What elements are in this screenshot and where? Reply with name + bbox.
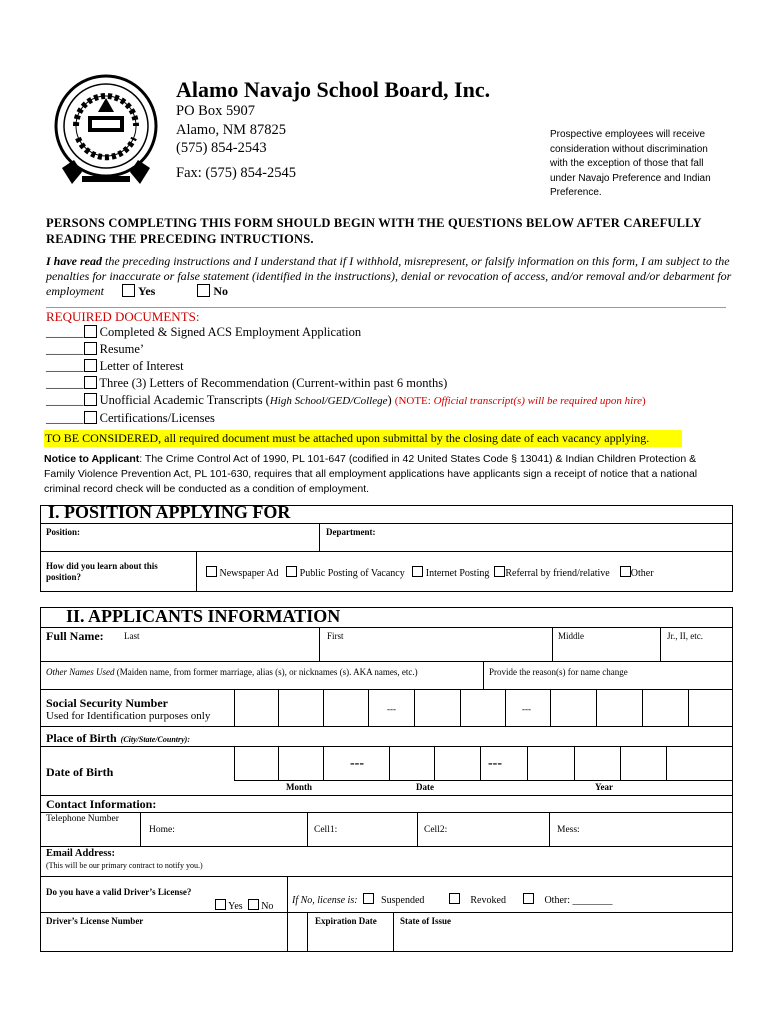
required-doc-item: ______ Three (3) Letters of Recommendation (Current-within past 6 months) bbox=[46, 376, 448, 390]
state-of-issue-input[interactable] bbox=[396, 928, 730, 950]
doc-checkbox[interactable] bbox=[84, 359, 97, 372]
org-name: Alamo Navajo School Board, Inc. bbox=[176, 77, 491, 102]
section-1-title: I. POSITION APPLYING FOR bbox=[48, 502, 291, 522]
section-2-title: II. APPLICANTS INFORMATION bbox=[66, 606, 341, 626]
required-doc-item: ______ Certifications/Licenses bbox=[46, 411, 215, 425]
email-sublabel: (This will be our primary contract to notify you.) bbox=[46, 861, 203, 870]
state-of-issue-label: State of Issue bbox=[400, 916, 451, 926]
license-yes-checkbox[interactable] bbox=[215, 899, 226, 910]
license-number-label: Driver’s License Number bbox=[46, 916, 144, 926]
acknowledge-yes-checkbox[interactable] bbox=[122, 284, 135, 297]
name-change-reason-label: Provide the reason(s) for name change bbox=[489, 667, 628, 677]
license-question: Do you have a valid Driver’s License? bbox=[46, 887, 192, 897]
middle-name-label: Middle bbox=[558, 631, 584, 641]
expiration-date-label: Expiration Date bbox=[315, 916, 377, 926]
dob-month-label: Month bbox=[286, 782, 313, 792]
doc-checkbox[interactable] bbox=[84, 411, 97, 424]
required-doc-item: ______ Completed & Signed ACS Employment Application bbox=[46, 325, 362, 339]
doc-checkbox[interactable] bbox=[84, 393, 97, 406]
message-phone-label: Mess: bbox=[557, 825, 580, 835]
ssn-input[interactable] bbox=[236, 691, 730, 724]
dob-input[interactable] bbox=[236, 748, 730, 778]
contact-info-label: Contact Information: bbox=[46, 797, 157, 811]
last-name-label: Last bbox=[124, 631, 140, 641]
acknowledgement-statement bbox=[46, 254, 736, 299]
notice-text: : The Crime Control Act of 1990, PL 101-647 (codified in 42 United States Code § 13041) & Indian Children Protection & Family Violence Prevention Act, PL 101-630, requires that all employment applications have applicants sign a receipt of notice that a national criminal record check will be conducted as a condition of employment. bbox=[44, 453, 698, 495]
home-phone-label: Home: bbox=[149, 825, 175, 835]
doc-checkbox[interactable] bbox=[84, 325, 97, 338]
middle-name-input[interactable] bbox=[556, 643, 656, 659]
dob-dash: --- bbox=[350, 756, 364, 771]
revoked-checkbox[interactable] bbox=[449, 893, 460, 904]
cell1-input[interactable] bbox=[342, 820, 414, 840]
acknowledge-no-label: No bbox=[213, 284, 228, 298]
acknowledge-yes-label: Yes bbox=[137, 284, 156, 298]
internet-posting-checkbox[interactable] bbox=[412, 566, 423, 577]
other-status-checkbox[interactable] bbox=[523, 893, 534, 904]
city-state-zip: Alamo, NM 87825 bbox=[176, 122, 286, 138]
fax-number: Fax: (575) 854-2545 bbox=[176, 165, 297, 181]
preference-notice: Prospective employees will receive consideration without discrimination with the exception of those that fall under Navajo Preference and Indian Preference. bbox=[550, 129, 711, 198]
dob-date-label: Date bbox=[416, 782, 434, 792]
cell1-label: Cell1: bbox=[314, 825, 338, 835]
notice-label: Notice to Applicant bbox=[44, 453, 140, 465]
divider bbox=[46, 307, 726, 308]
position-input[interactable] bbox=[46, 538, 316, 550]
notice-to-applicant bbox=[44, 452, 714, 497]
place-of-birth-label: Place of Birth (City/State/Country): bbox=[46, 731, 190, 745]
required-docs-title: REQUIRED DOCUMENTS: bbox=[46, 309, 200, 324]
other-source-checkbox[interactable] bbox=[620, 566, 631, 577]
referral-checkbox[interactable] bbox=[494, 566, 505, 577]
required-docs-list bbox=[46, 324, 646, 427]
instructions-heading: PERSONS COMPLETING THIS FORM SHOULD BEGIN WITH THE QUESTIONS BELOW AFTER CAREFULLY READING THE PRECEDING INTRUCTIONS. bbox=[46, 216, 702, 246]
doc-checkbox[interactable] bbox=[84, 342, 97, 355]
other-names-label: Other Names Used (Maiden name, from former marriage, alias (s), or nicknames (s). AKA names, etc.) bbox=[46, 667, 418, 677]
required-doc-item: ______ Unofficial Academic Transcripts (High School/GED/College) (NOTE: Official transcript(s) will be required upon hire) bbox=[46, 393, 646, 407]
dob-year-label: Year bbox=[595, 782, 613, 792]
department-label: Department: bbox=[326, 527, 376, 537]
public-posting-checkbox[interactable] bbox=[286, 566, 297, 577]
message-phone-input[interactable] bbox=[586, 820, 730, 840]
doc-checkbox[interactable] bbox=[84, 376, 97, 389]
ssn-dash: --- bbox=[387, 704, 396, 714]
acknowledge-no-checkbox[interactable] bbox=[197, 284, 210, 297]
license-yes-no: Yes No bbox=[215, 899, 273, 912]
position-label: Position: bbox=[46, 527, 81, 537]
ssn-sublabel: Used for Identification purposes only bbox=[46, 710, 211, 722]
full-name-label: Full Name: bbox=[46, 629, 104, 643]
first-name-label: First bbox=[327, 631, 344, 641]
email-label: Email Address: bbox=[46, 848, 115, 859]
phone-number: (575) 854-2543 bbox=[176, 140, 267, 156]
last-name-input[interactable] bbox=[120, 643, 316, 659]
license-status: If No, license is: Suspended Revoked Other: ________ bbox=[292, 895, 613, 906]
ssn-label: Social Security Number bbox=[46, 696, 168, 710]
submittal-banner: TO BE CONSIDERED, all required document must be attached upon submittal by the closing date of each vacancy applying. bbox=[44, 430, 682, 447]
po-box: PO Box 5907 bbox=[176, 103, 255, 119]
source-options: Newspaper Ad Public Posting of Vacancy Internet Posting Referral by friend/relative Other bbox=[206, 566, 654, 579]
dob-label: Date of Birth bbox=[46, 765, 114, 779]
telephone-label: Telephone Number bbox=[46, 814, 119, 824]
place-of-birth-input[interactable] bbox=[210, 729, 730, 745]
suspended-checkbox[interactable] bbox=[363, 893, 374, 904]
cell2-label: Cell2: bbox=[424, 825, 448, 835]
license-number-input[interactable] bbox=[44, 928, 284, 950]
suffix-input[interactable] bbox=[664, 643, 730, 659]
newspaper-checkbox[interactable] bbox=[206, 566, 217, 577]
ssn-dash: --- bbox=[522, 704, 531, 714]
required-doc-item: ______ Resume’ bbox=[46, 342, 145, 356]
organization-seal bbox=[52, 68, 160, 192]
first-name-input[interactable] bbox=[324, 643, 548, 659]
email-input[interactable] bbox=[140, 848, 730, 874]
required-doc-item: ______ Letter of Interest bbox=[46, 359, 184, 373]
home-phone-input[interactable] bbox=[180, 820, 304, 840]
dob-dash: --- bbox=[488, 756, 502, 771]
acknowledgement-text: the preceding instructions and I understand that if I withhold, misrepresent, or falsify information on this form, I am subject to the penalties for inaccurate or false statement (identified in the instructions), denial or revocation of access, and/or removal and/or debarment for employment bbox=[46, 254, 732, 298]
expiration-date-input[interactable] bbox=[310, 928, 392, 950]
suffix-label: Jr., II, etc. bbox=[667, 631, 703, 641]
department-input[interactable] bbox=[326, 538, 728, 550]
how-learn-label: How did you learn about this position? bbox=[46, 561, 158, 582]
name-change-reason-input[interactable] bbox=[489, 678, 729, 688]
license-no-checkbox[interactable] bbox=[248, 899, 259, 910]
acknowledgement-lead: I have read bbox=[46, 254, 102, 268]
cell2-input[interactable] bbox=[452, 820, 546, 840]
